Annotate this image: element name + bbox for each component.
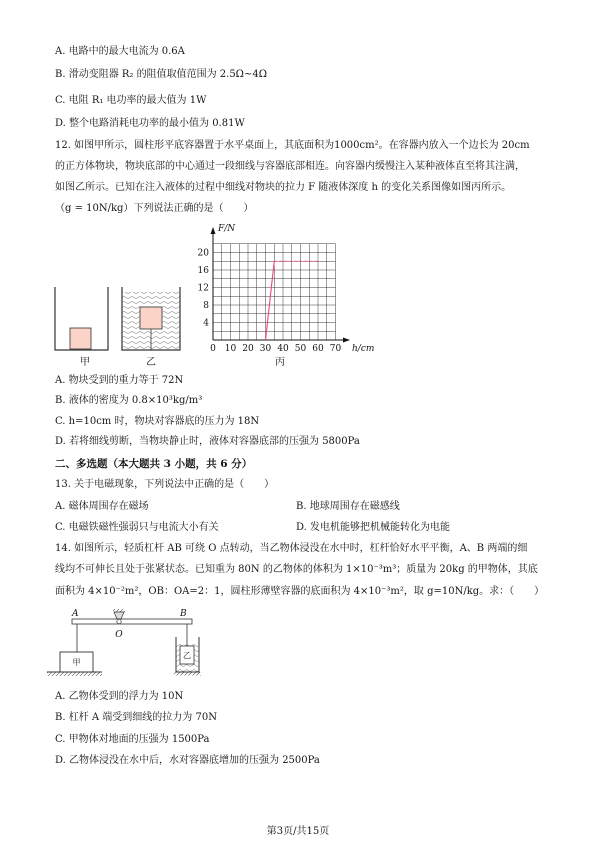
- x-tick-label: 50: [294, 344, 307, 354]
- cube-block-yi: [140, 307, 162, 329]
- pivot-mount-hatch: [113, 609, 125, 612]
- x-tick-label: 40: [277, 344, 289, 354]
- ground-hatch: [47, 672, 102, 676]
- q14-option-d: D. 乙物体浸没在水中后，水对容器底增加的压强为 2500Pa: [55, 755, 320, 766]
- lever-bar: [72, 619, 192, 624]
- lever-figure: [45, 603, 210, 678]
- x-axis-arrow: [343, 338, 350, 343]
- x-tick-label: 60: [312, 344, 324, 354]
- option-a: A. 电路中的最大电流为 0.6A: [55, 46, 185, 57]
- y-tick-label: 8: [203, 301, 209, 312]
- container-base-hatch: [174, 672, 201, 676]
- figure-label-yi: 乙: [146, 357, 156, 368]
- q14-stem-line: 面积为 4×10⁻²m²，OB：OA=2：1，圆柱形薄壁容器的底面积为 4×10⁻³m²，取 g=10N/kg。求：（ ）: [55, 586, 545, 597]
- q13-option-b: B. 地球周围存在磁感线: [296, 501, 400, 512]
- q14-option-a: A. 乙物体受到的浮力为 10N: [55, 691, 184, 702]
- y-axis-label: F/N: [218, 224, 236, 234]
- x-tick-label: 20: [242, 344, 254, 354]
- q12-stem-line: 的正方体物块，物块底部的中心通过一段细线与容器底部相连。向容器内缓慢注入某种液体直至将其注满，: [55, 161, 525, 172]
- q13-option-d: D. 发电机能够把机械能转化为电能: [296, 522, 451, 533]
- figure-label-jia: 甲: [80, 357, 90, 368]
- q12-stem-line: 如图乙所示。已知在注入液体的过程中细线对物块的拉力 F 随液体深度 h 的变化关系图像如图丙所示。: [55, 182, 512, 193]
- q14-option-c: C. 甲物体对地面的压强为 1500Pa: [55, 734, 210, 745]
- y-tick-label: 16: [197, 266, 209, 277]
- option-d: D. 整个电路消耗电功率的最小值为 0.81W: [55, 118, 245, 129]
- x-tick-label: 30: [259, 344, 272, 354]
- y-axis-arrow: [211, 227, 216, 234]
- q12-option-d: D. 若将细线剪断，当物块静止时，液体对容器底部的压强为 5800Pa: [55, 436, 360, 447]
- chart-grid: [213, 244, 336, 340]
- x-tick-label: 0: [210, 344, 216, 354]
- q12-option-c: C. h=10cm 时，物块对容器底的压力为 18N: [55, 416, 260, 427]
- block-jia-label: 甲: [72, 658, 81, 667]
- q13-stem: 13. 关于电磁现象，下列说法中正确的是（ ）: [55, 479, 275, 490]
- section-heading: 二、多选题（本大题共 3 小题，共 6 分）: [55, 458, 253, 470]
- x-axis-label: h/cm: [352, 344, 375, 354]
- x-tick-label: 70: [329, 344, 342, 354]
- x-tick-label: 10: [224, 344, 237, 354]
- pivot-hinge: [117, 619, 121, 623]
- q14-stem-line: 14. 如图所示，轻质杠杆 AB 可绕 O 点转动，当乙物体浸没在水中时，杠杆恰好水平平衡，A、B 两端的细: [55, 543, 528, 554]
- label-a: A: [72, 609, 79, 619]
- option-c: C. 电阻 R₁ 电功率的最大值为 1W: [55, 95, 207, 106]
- label-o: O: [115, 630, 123, 640]
- q12-option-b: B. 液体的密度为 0.8×10³kg/m³: [55, 395, 203, 406]
- q12-stem-line: （g = 10N/kg）下列说法正确的是（ ）: [55, 203, 254, 214]
- object-yi-label: 乙: [183, 651, 191, 660]
- figure-label-bing: 丙: [275, 357, 285, 368]
- q12-stem-line: 12. 如图甲所示，圆柱形平底容器置于水平桌面上，其底面积为1000cm²。在容器内放入一个边长为 20cm: [55, 140, 530, 151]
- option-b: B. 滑动变阻器 R₂ 的阻值取值范围为 2.5Ω~4Ω: [55, 69, 268, 80]
- container-figures: [50, 280, 190, 355]
- chart-series-line: [266, 261, 275, 340]
- force-depth-chart: [190, 220, 380, 360]
- q14-stem-line: 线均不可伸长且处于张紧状态。已知重为 80N 的乙物体的体积为 1×10⁻³m³；质量为 20kg 的甲物体，其底: [55, 564, 538, 575]
- y-tick-label: 12: [197, 283, 209, 294]
- q14-option-b: B. 杠杆 A 端受到细线的拉力为 70N: [55, 712, 217, 723]
- cube-block-jia: [70, 328, 91, 349]
- q12-option-a: A. 物块受到的重力等于 72N: [55, 375, 184, 386]
- pivot-mount: [114, 612, 124, 619]
- label-b: B: [180, 609, 187, 619]
- y-tick-label: 4: [203, 318, 209, 329]
- page-number: 第3页/共15页: [266, 826, 330, 837]
- y-tick-label: 20: [197, 248, 209, 259]
- q13-option-a: A. 磁体周围存在磁场: [55, 501, 149, 512]
- q13-option-c: C. 电磁铁磁性强弱只与电流大小有关: [55, 522, 219, 533]
